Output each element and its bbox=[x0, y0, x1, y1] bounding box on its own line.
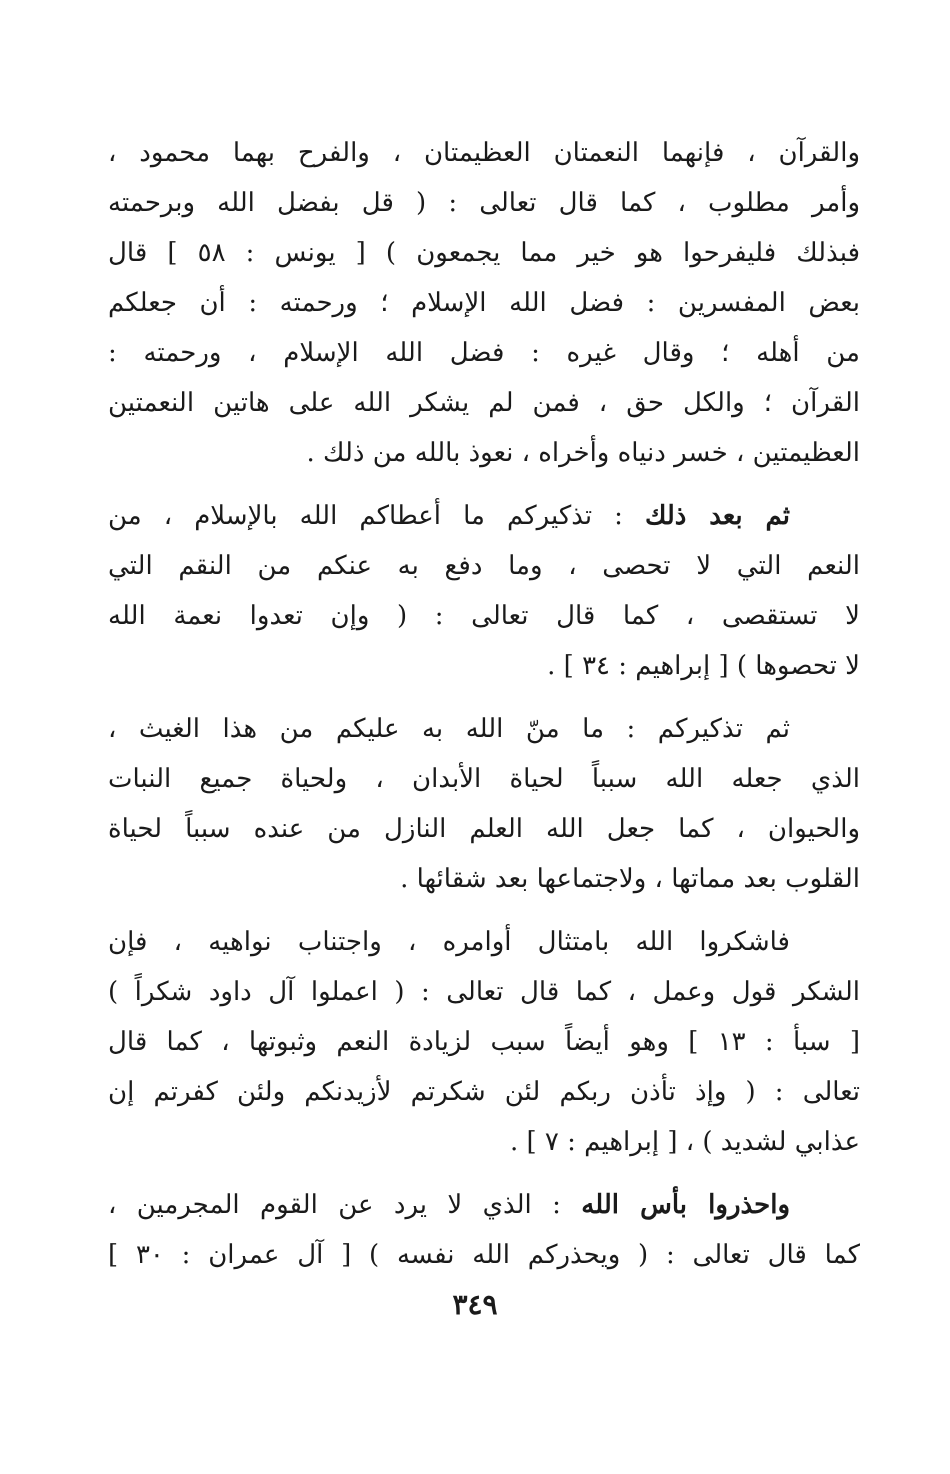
text-line: كما قال تعالى : ( ويحذركم الله نفسه ) [ آل عمران : ٣٠ ] bbox=[108, 1240, 860, 1270]
text-line: [ سبأ : ١٣ ] وهو أيضاً سبب لزيادة النعم وثبوتها ، كما قال bbox=[108, 1027, 860, 1057]
text-line: العظيمتين ، خسر دنياه وأخراه ، نعوذ بالله من ذلك . bbox=[306, 438, 860, 468]
bold-heading: ثم بعد ذلك bbox=[644, 501, 790, 531]
paragraph-5 bbox=[108, 1180, 860, 1280]
text-line: الشكر قول وعمل ، كما قال تعالى : ( اعملوا آل داود شكراً ) bbox=[108, 977, 860, 1007]
text-line: النعم التي لا تحصى ، وما دفع به عنكم من النقم التي bbox=[108, 551, 860, 581]
lead-text: : تذكيركم ما أعطاكم الله بالإسلام ، من bbox=[108, 501, 645, 531]
text-line-lead: ثم تذكيركم : ما منّ الله به عليكم من هذا الغيث ، bbox=[108, 714, 790, 744]
text-line: لا تحصوها ) [ إبراهيم : ٣٤ ] . bbox=[547, 651, 860, 681]
paragraph-1 bbox=[108, 128, 860, 478]
page-body bbox=[108, 128, 860, 1293]
text-line: من أهله ؛ وقال غيره : فضل الله الإسلام ، ورحمته : bbox=[108, 338, 860, 368]
paragraph-3 bbox=[108, 704, 860, 904]
text-line: والقرآن ، فإنهما النعمتان العظيمتان ، والفرح بهما محمود ، bbox=[108, 138, 860, 168]
page-number: ٣٤٩ bbox=[452, 1288, 498, 1321]
bold-heading: واحذروا بأس الله bbox=[581, 1190, 791, 1220]
text-line: القرآن ؛ والكل حق ، فمن لم يشكر الله على هاتين النعمتين bbox=[108, 388, 860, 418]
text-line: بعض المفسرين : فضل الله الإسلام ؛ ورحمته : أن جعلكم bbox=[108, 288, 860, 318]
text-line: وأمر مطلوب ، كما قال تعالى : ( قل بفضل الله وبرحمته bbox=[108, 188, 860, 218]
text-line-lead: فاشكروا الله بامتثال أوامره ، واجتناب نواهيه ، فإن bbox=[108, 927, 790, 957]
text-line: فبذلك فليفرحوا هو خير مما يجمعون ) [ يونس : ٥٨ ] قال bbox=[108, 238, 860, 268]
text-line: الذي جعله الله سبباً لحياة الأبدان ، ولحياة جميع النبات bbox=[108, 764, 860, 794]
text-line-lead bbox=[108, 1180, 860, 1230]
text-line: عذابي لشديد ) ، [ إبراهيم : ٧ ] . bbox=[509, 1127, 860, 1157]
text-line: تعالى : ( وإذ تأذن ربكم لئن شكرتم لأزيدنكم ولئن كفرتم إن bbox=[108, 1077, 860, 1107]
text-line: القلوب بعد مماتها ، ولاجتماعها بعد شقائها . bbox=[400, 864, 860, 894]
text-line-lead bbox=[108, 491, 860, 541]
paragraph-4 bbox=[108, 917, 860, 1167]
text-line: لا تستقصى ، كما قال تعالى : ( وإن تعدوا نعمة الله bbox=[108, 601, 860, 631]
lead-text: : الذي لا يرد عن القوم المجرمين ، bbox=[108, 1190, 582, 1220]
paragraph-2 bbox=[108, 491, 860, 691]
text-line: والحيوان ، كما جعل الله العلم النازل من عنده سبباً لحياة bbox=[108, 814, 860, 844]
